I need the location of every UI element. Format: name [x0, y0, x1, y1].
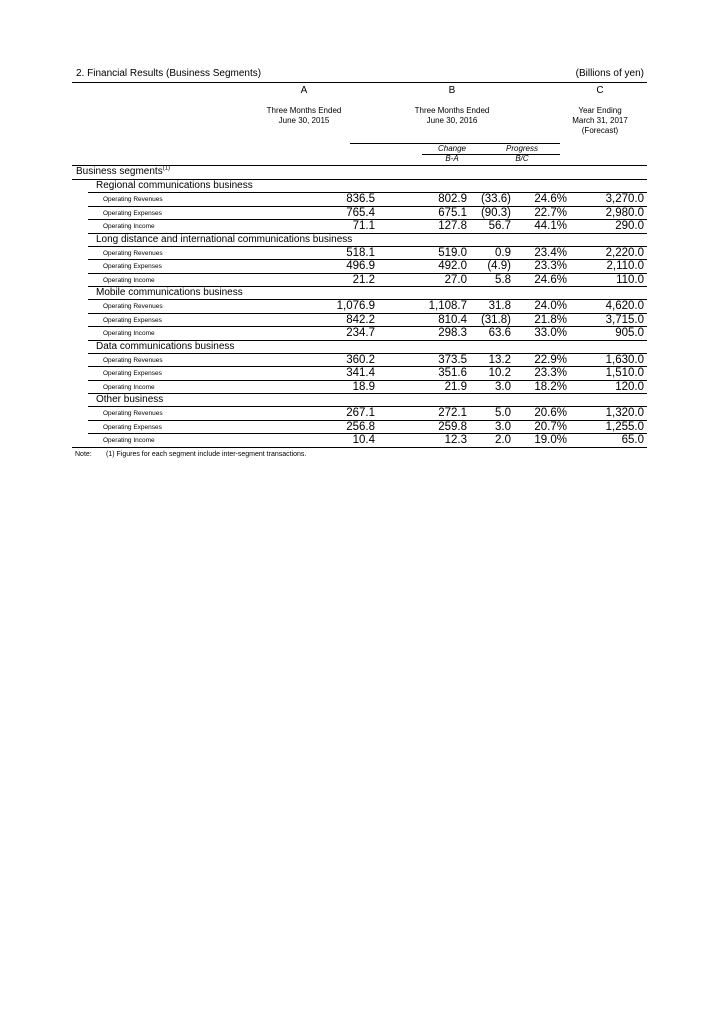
business-segments-heading: [72, 166, 647, 179]
column-c-line3: (Forecast): [581, 126, 619, 135]
value-a: 256.8: [346, 420, 375, 433]
row-label: Operating Expenses: [103, 423, 162, 431]
value-c: 3,270.0: [605, 193, 644, 205]
value-progress: 19.0%: [534, 434, 567, 446]
value-progress: 20.6%: [534, 407, 567, 419]
segment-heading: [72, 234, 647, 246]
table-row: [72, 274, 647, 287]
value-change: 10.2: [488, 367, 511, 379]
row-label: Operating Expenses: [103, 316, 162, 324]
value-c: 4,620.0: [605, 300, 644, 312]
value-c: 1,255.0: [605, 420, 644, 433]
value-c: 290.0: [615, 220, 644, 232]
value-progress: 18.2%: [534, 380, 567, 393]
value-a: 18.9: [352, 380, 375, 393]
row-label: Operating Income: [103, 437, 155, 444]
value-progress: 44.1%: [534, 220, 567, 232]
value-a: 360.2: [346, 353, 375, 366]
financial-results-page: [72, 68, 647, 461]
value-b: 519.0: [438, 246, 467, 259]
title-row: [72, 68, 647, 82]
value-change: 3.0: [495, 380, 511, 393]
value-c: 1,320.0: [605, 407, 644, 419]
table-row: [72, 207, 647, 220]
column-c-line1: Year Ending: [578, 106, 622, 115]
column-a-line1: Three Months Ended: [266, 106, 342, 115]
value-a: 496.9: [346, 260, 375, 272]
column-c-letter: C: [596, 85, 604, 96]
segment-name: Regional communications business: [96, 180, 253, 191]
segment-heading: [72, 341, 647, 353]
row-label: Operating Income: [103, 223, 155, 230]
value-progress: 24.0%: [534, 300, 567, 312]
table-row: [72, 327, 647, 340]
value-progress: 22.9%: [534, 353, 567, 366]
value-b: 802.9: [438, 193, 467, 205]
table-bottom-rule: [72, 447, 647, 448]
table-row: [72, 367, 647, 380]
row-label: Operating Revenues: [103, 196, 163, 203]
value-change: 0.9: [495, 246, 511, 259]
column-a-header: [267, 106, 342, 126]
value-progress: 22.7%: [534, 206, 567, 219]
table-row: [72, 220, 647, 233]
value-a: 10.4: [352, 434, 375, 446]
column-b-header: [415, 106, 490, 126]
value-progress: 24.6%: [534, 273, 567, 286]
segment-name: Data communications business: [96, 340, 235, 352]
note-text: (1) Figures for each segment include inter-segment transactions.: [106, 450, 307, 458]
value-progress: 23.4%: [534, 246, 567, 259]
column-b-line2: June 30, 2016: [426, 116, 478, 125]
column-b-letter: B: [448, 85, 456, 96]
value-a: 234.7: [346, 327, 375, 339]
row-label: Operating Expenses: [103, 370, 162, 377]
value-c: 1,630.0: [605, 353, 644, 366]
value-change: 2.0: [495, 434, 511, 446]
business-segments-label: Business segments: [76, 166, 163, 177]
value-b: 1,108.7: [428, 300, 467, 312]
value-c: 65.0: [621, 434, 644, 446]
value-c: 905.0: [615, 327, 644, 339]
value-progress: 23.3%: [534, 260, 567, 272]
row-label: Operating Expenses: [103, 209, 162, 217]
value-b: 675.1: [438, 206, 467, 219]
segment-name: Long distance and international communications business: [96, 233, 353, 245]
footnote-marker: (1): [162, 165, 171, 172]
unit-label: (Billions of yen): [575, 68, 644, 79]
value-b: 12.3: [444, 434, 467, 446]
value-c: 110.0: [616, 273, 644, 286]
value-change: 3.0: [495, 420, 511, 433]
change-header: Change: [437, 144, 467, 153]
segment-heading: [72, 287, 647, 299]
value-c: 1,510.0: [605, 367, 644, 379]
column-b-line1: Three Months Ended: [414, 106, 490, 115]
table-row: [72, 354, 647, 367]
value-a: 765.4: [346, 206, 375, 219]
table-row: [72, 193, 647, 206]
value-a: 836.5: [346, 193, 375, 205]
formula-rule: [422, 154, 560, 155]
table-row: [72, 407, 647, 420]
value-progress: 33.0%: [534, 327, 567, 339]
row-label: Operating Income: [103, 383, 155, 391]
table-row: [72, 314, 647, 327]
value-b: 810.4: [438, 313, 467, 326]
column-a-line2: June 30, 2015: [278, 116, 330, 125]
table-row: [72, 260, 647, 273]
value-b: 298.3: [438, 327, 467, 339]
column-a-letter: A: [300, 85, 308, 96]
value-b: 272.1: [438, 407, 467, 419]
progress-header: Progress: [505, 144, 539, 153]
value-change: 13.2: [488, 353, 511, 366]
value-c: 3,715.0: [605, 313, 644, 326]
footnote: [72, 451, 647, 461]
value-change: 5.0: [495, 407, 511, 419]
column-letters: [72, 83, 647, 105]
progress-formula: B/C: [515, 154, 529, 163]
row-label: Operating Income: [103, 276, 155, 284]
value-change: (90.3): [480, 206, 511, 219]
row-label: Operating Revenues: [103, 356, 163, 364]
column-headers: [72, 105, 647, 143]
value-change: (31.8): [480, 313, 511, 326]
value-a: 71.1: [352, 220, 375, 232]
value-change: 63.6: [488, 327, 511, 339]
value-progress: 24.6%: [534, 193, 567, 205]
table-row: [72, 434, 647, 447]
segments-table: [72, 179, 647, 447]
value-c: 2,220.0: [605, 246, 644, 259]
value-a: 21.2: [352, 273, 375, 286]
table-row: [72, 247, 647, 260]
value-b: 351.6: [438, 367, 467, 379]
value-a: 518.1: [346, 246, 375, 259]
value-progress: 21.8%: [534, 313, 567, 326]
value-change: 5.8: [495, 273, 511, 286]
row-label: Operating Revenues: [103, 410, 163, 417]
value-change: 31.8: [488, 300, 511, 312]
value-c: 120.0: [615, 380, 644, 393]
row-label: Operating Revenues: [103, 303, 163, 310]
value-a: 341.4: [346, 367, 375, 379]
value-b: 21.9: [444, 380, 467, 393]
row-label: Operating Expenses: [103, 263, 162, 270]
value-b: 373.5: [438, 353, 467, 366]
value-b: 127.8: [438, 220, 467, 232]
table-row: [72, 381, 647, 394]
value-progress: 20.7%: [534, 420, 567, 433]
segment-heading: [72, 180, 647, 192]
page-title: 2. Financial Results (Business Segments): [76, 68, 262, 79]
segment-heading: [72, 394, 647, 406]
column-c-header: [572, 106, 628, 136]
value-b: 492.0: [438, 260, 467, 272]
table-row: [72, 300, 647, 313]
value-change: (4.9): [487, 260, 511, 272]
value-a: 842.2: [346, 313, 375, 326]
segment-name: Mobile communications business: [96, 287, 243, 298]
value-a: 1,076.9: [336, 300, 375, 312]
value-a: 267.1: [346, 407, 375, 419]
change-formula: B-A: [445, 154, 459, 163]
sub-headers: [72, 143, 647, 165]
table-row: [72, 421, 647, 434]
value-c: 2,110.0: [606, 260, 644, 272]
value-change: (33.6): [480, 193, 511, 205]
value-change: 56.7: [488, 220, 511, 232]
value-c: 2,980.0: [605, 206, 644, 219]
column-c-line2: March 31, 2017: [572, 116, 628, 125]
note-label: Note:: [75, 450, 92, 458]
row-label: Operating Income: [103, 330, 155, 337]
value-b: 259.8: [438, 420, 467, 433]
row-label: Operating Revenues: [103, 249, 163, 257]
value-progress: 23.3%: [534, 367, 567, 379]
segment-name: Other business: [96, 394, 164, 405]
value-b: 27.0: [444, 273, 467, 286]
